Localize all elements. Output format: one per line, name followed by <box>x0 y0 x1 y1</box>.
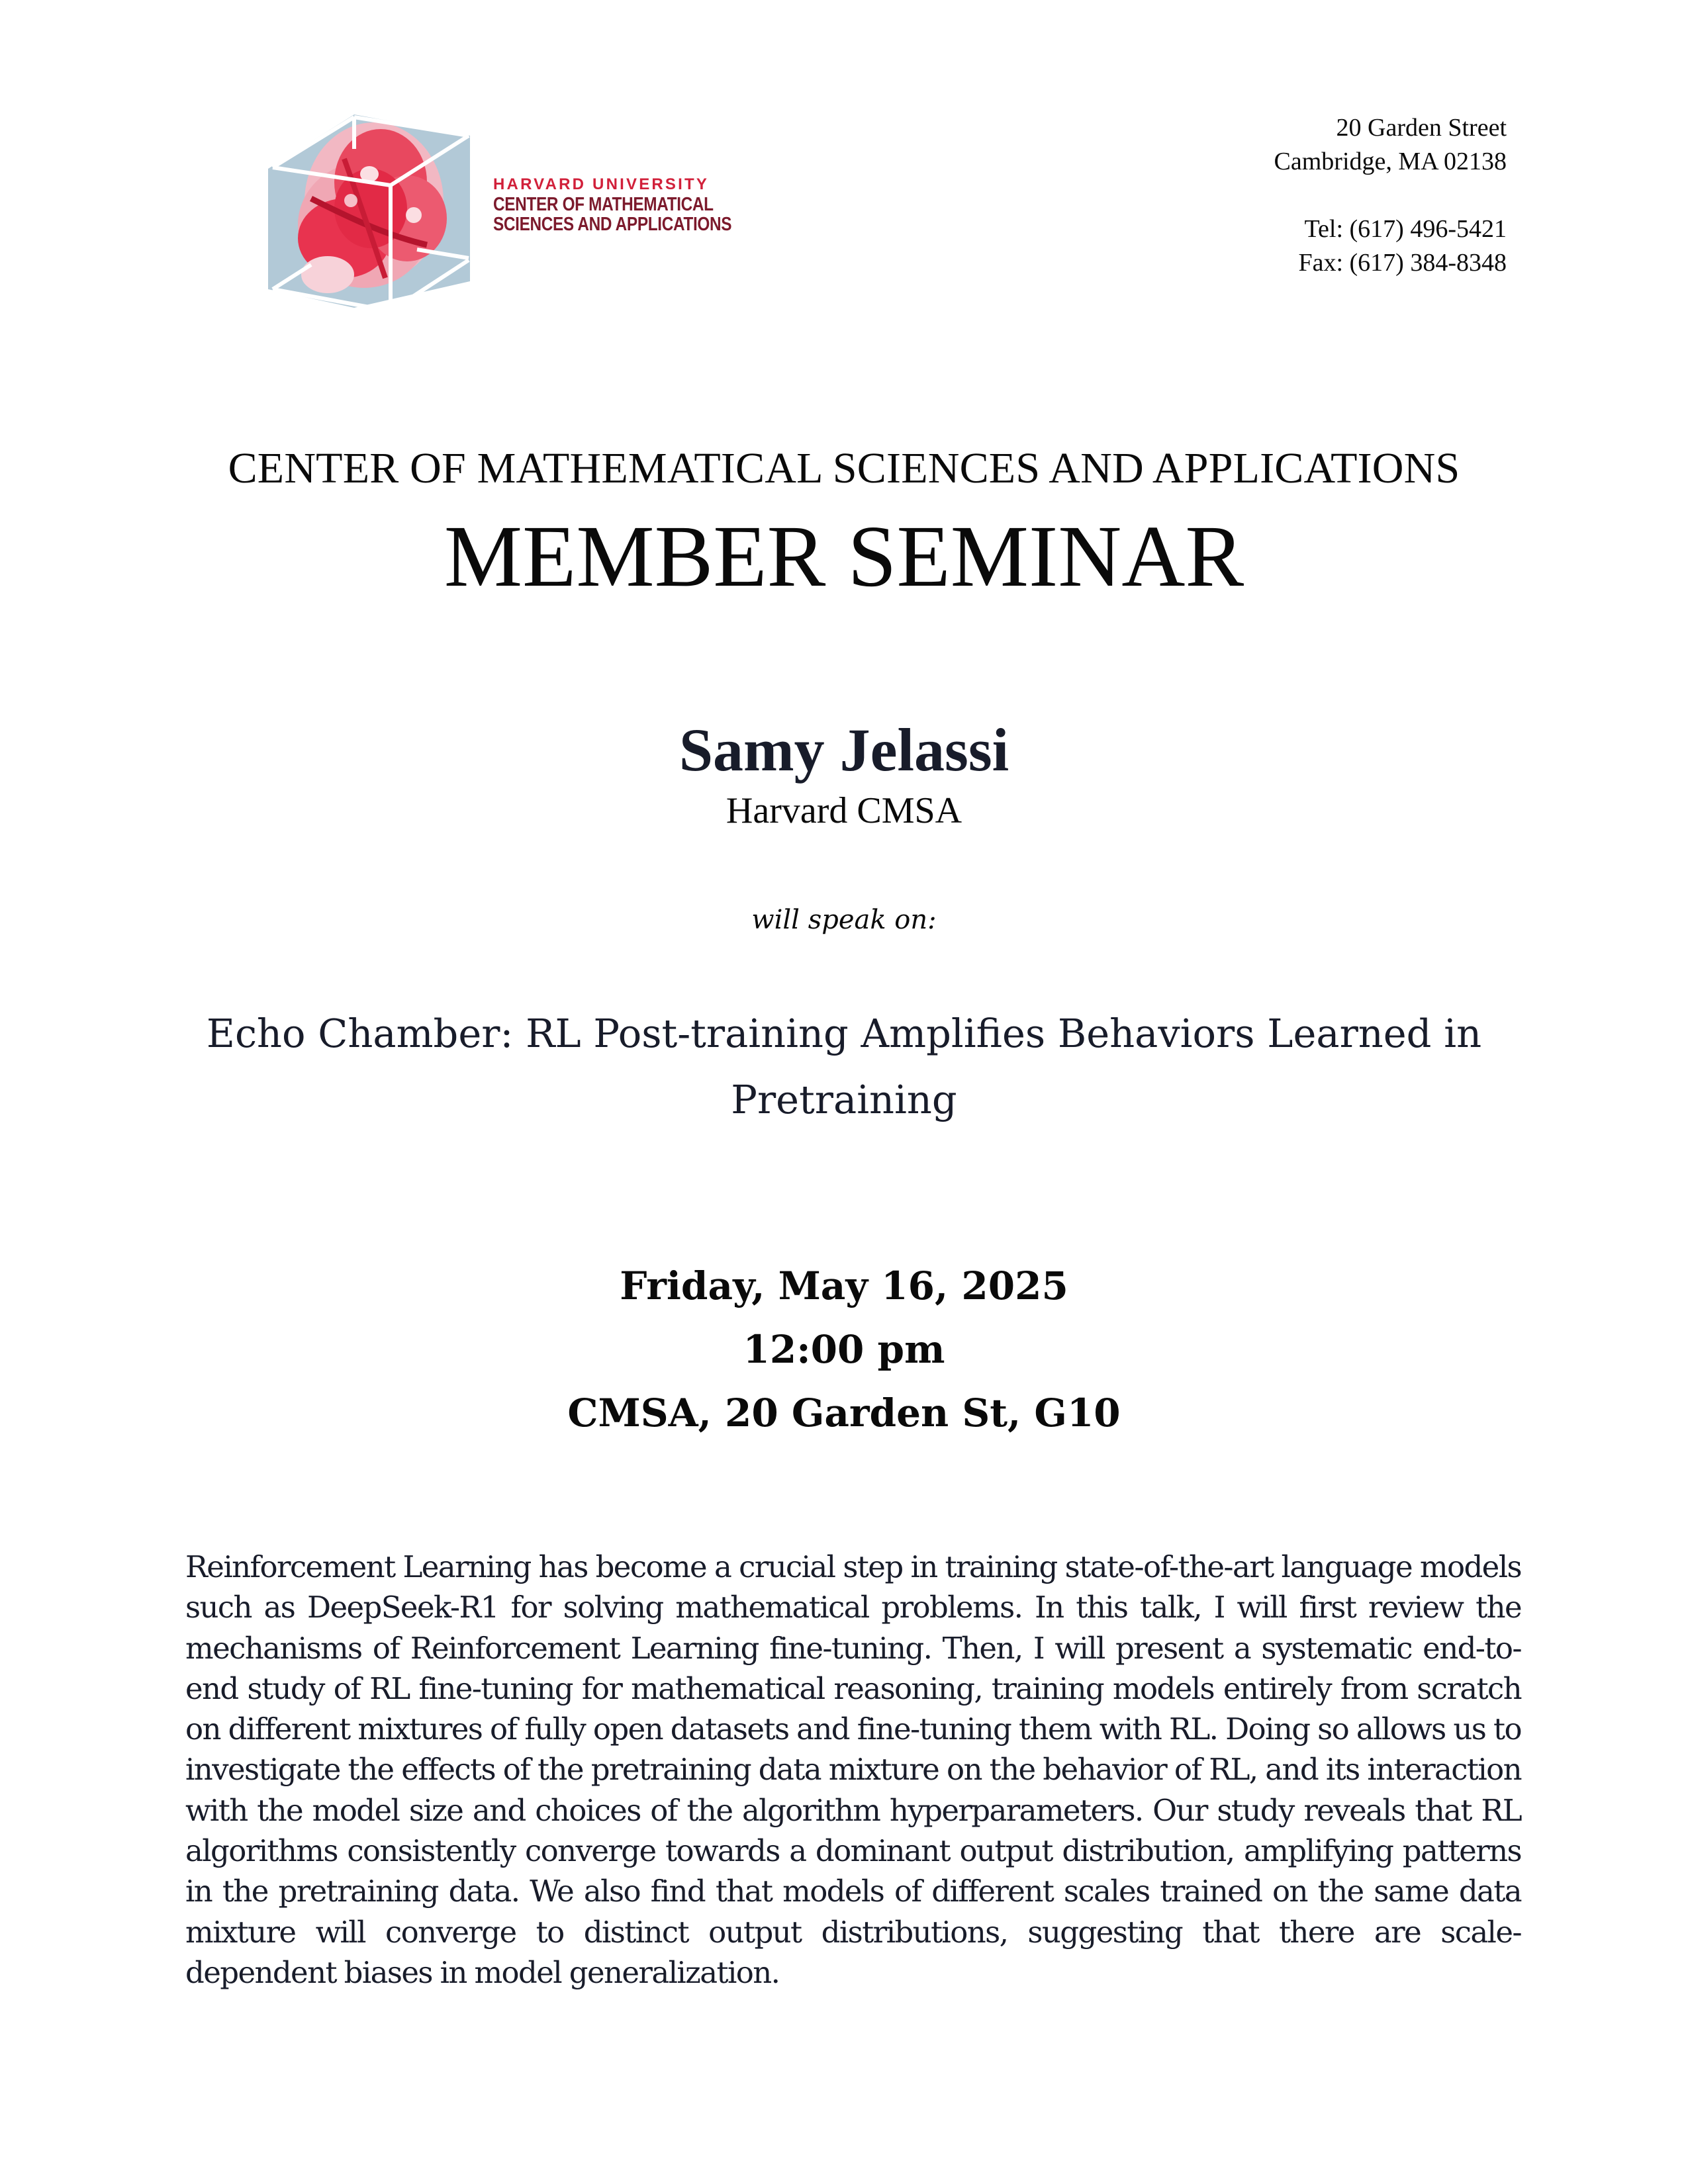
event-date: Friday, May 16, 2025 <box>620 1263 1068 1308</box>
speaker-affiliation: Harvard CMSA <box>726 790 962 831</box>
abstract-text: Reinforcement Learning has become a crucial step in training state-of-the-art language models such as DeepSeek-R1 for solving mathematical problems. In this talk, I will first review the mechanisms of Reinforcement Learning fine-tuning. Then, I will present a systematic end-to-end study of RL fine-tuning for mathematical reasoning, training models entirely from scratch on different mixtures of fully open datasets and fine-tuning them with RL. Doing so allows us to investigate the effects of the pretraining data mixture on the behavior of RL, and its interaction with the model size and choices of the algorithm hyperparameters. Our study reveals that RL algorithms consistently converge towards a dominant output distribution, amplifying patterns in the pretraining data. We also find that models of different scales trained on the same data mixture will converge to distinct output distributions, suggesting that there are scale-dependent biases in model generalization. <box>185 1549 1521 1990</box>
address-city: Cambridge, MA 02138 <box>1274 148 1507 175</box>
event-location: CMSA, 20 Garden St, G10 <box>567 1390 1121 1435</box>
speaker-name: Samy Jelassi <box>679 716 1009 784</box>
logo-wordmark <box>493 177 777 235</box>
address-spacer <box>1274 179 1507 212</box>
logo-sciences-and-applications: SCIENCES AND APPLICATIONS <box>493 214 732 235</box>
event-time: 12:00 pm <box>743 1327 945 1372</box>
event-details <box>0 1254 1688 1445</box>
address-fax: Fax: (617) 384-8348 <box>1298 249 1507 277</box>
talk-title: Echo Chamber: RL Post-training Amplifies Behaviors Learned in Pretraining <box>206 1011 1482 1122</box>
logo-center-of-mathematical: CENTER OF MATHEMATICAL <box>493 194 714 215</box>
center-title: CENTER OF MATHEMATICAL SCIENCES AND APPLICATIONS <box>228 444 1460 492</box>
cmsa-logo <box>265 109 761 314</box>
address-block <box>1274 111 1507 280</box>
seminar-title: MEMBER SEMINAR <box>444 507 1244 605</box>
cube-logo-icon <box>265 109 477 314</box>
address-street: 20 Garden Street <box>1336 114 1507 142</box>
logo-harvard-university: HARVARD UNIVERSITY <box>493 175 710 193</box>
will-speak-on: will speak on: <box>751 905 937 935</box>
address-tel: Tel: (617) 496-5421 <box>1304 215 1507 243</box>
